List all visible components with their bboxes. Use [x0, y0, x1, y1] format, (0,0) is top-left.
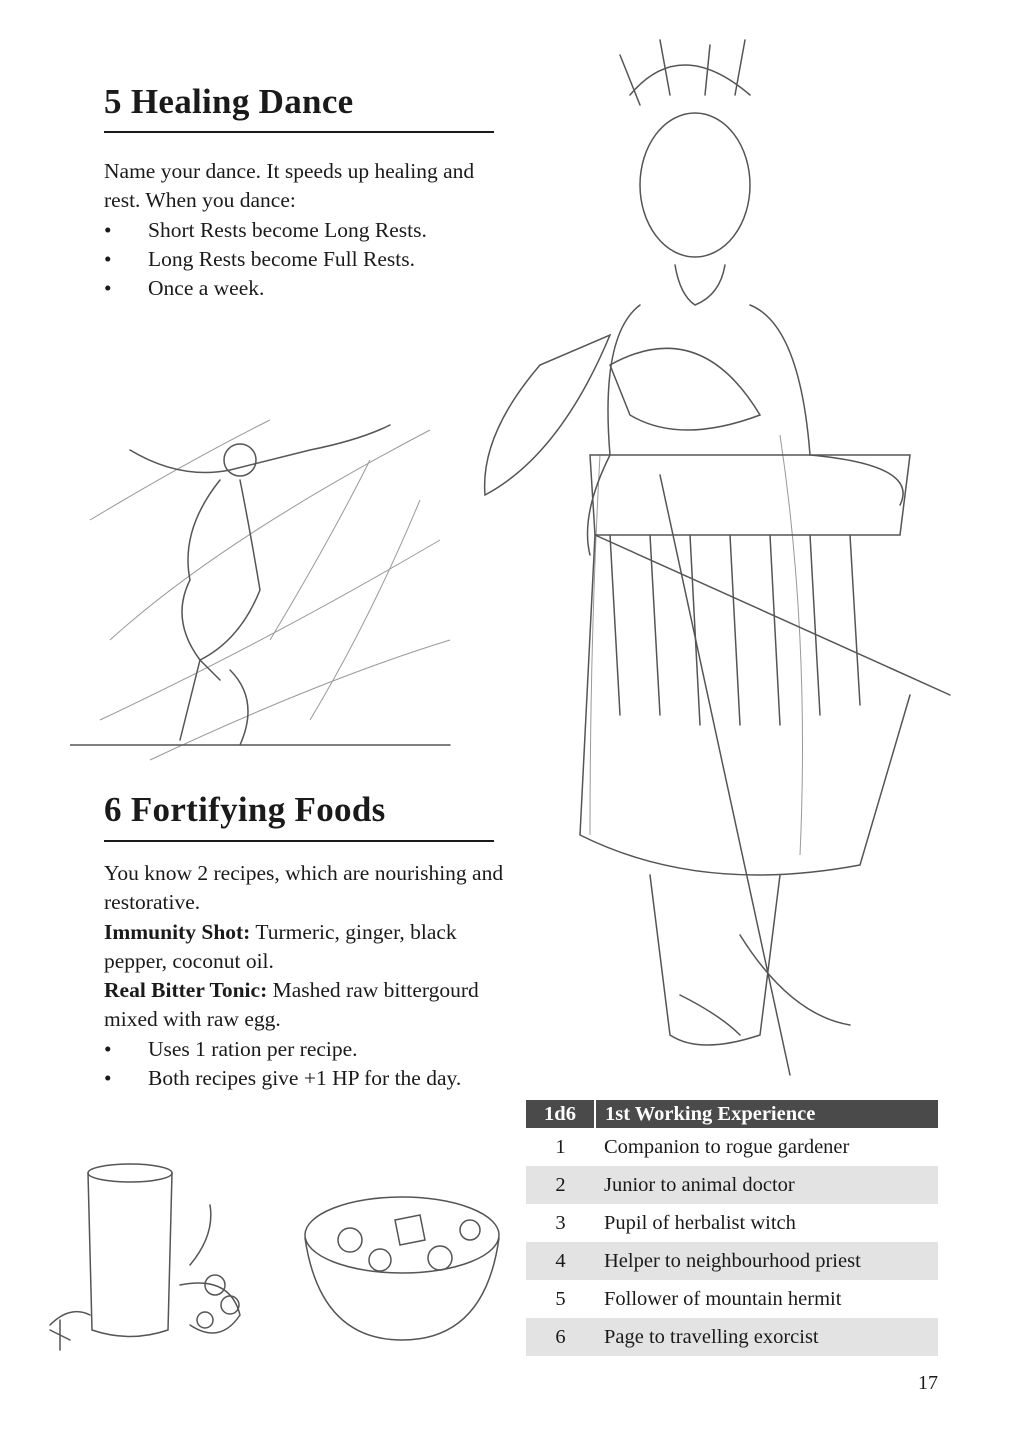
- table-row: 5 Follower of mountain hermit: [555, 1287, 842, 1310]
- working-experience-table: [526, 1100, 938, 1356]
- healing-dance-intro: Name your dance. It speeds up healing and rest. When you dance:: [104, 159, 475, 213]
- heading-rule: [104, 840, 494, 842]
- dancer-illustration: [70, 340, 460, 780]
- fortifying-foods-text: [104, 859, 504, 1093]
- healer-character-illustration: [480, 35, 970, 1085]
- bullet-item: • Short Rests become Long Rests.: [104, 217, 427, 242]
- page-number: 17: [918, 1372, 938, 1394]
- bullet-item: • Once a week.: [104, 276, 265, 301]
- bullet-item: • Both recipes give +1 HP for the day.: [104, 1066, 462, 1091]
- healing-dance-text: [104, 157, 499, 303]
- glass-and-spices-illustration: [40, 1155, 260, 1355]
- section-heading-healing-dance: 5 Healing Dance: [104, 82, 354, 121]
- table-row: 3 Pupil of herbalist witch: [555, 1211, 796, 1234]
- table-header-row: [526, 1100, 938, 1128]
- table-row: 6 Page to travelling exorcist: [526, 1318, 938, 1356]
- table-row: 1 Companion to rogue gardener: [555, 1135, 850, 1158]
- column-header-roll: 1d6: [526, 1100, 595, 1128]
- recipe-real-bitter-tonic: Real Bitter Tonic: Mashed raw bittergourd mixed with raw egg.: [104, 978, 479, 1032]
- section-heading-fortifying-foods: 6 Fortifying Foods: [104, 790, 386, 829]
- bullet-item: • Uses 1 ration per recipe.: [104, 1036, 358, 1061]
- table-row: 4 Helper to neighbourhood priest: [526, 1242, 938, 1280]
- recipe-immunity-shot: Immunity Shot: Turmeric, ginger, black pepper, coconut oil.: [104, 919, 457, 973]
- heading-rule: [104, 131, 494, 133]
- bowl-illustration: [300, 1190, 510, 1350]
- column-header-experience: 1st Working Experience: [595, 1100, 938, 1128]
- table-row: 2 Junior to animal doctor: [526, 1166, 938, 1204]
- bullet-item: • Long Rests become Full Rests.: [104, 246, 415, 271]
- fortifying-foods-intro: You know 2 recipes, which are nourishing and restorative.: [104, 861, 504, 915]
